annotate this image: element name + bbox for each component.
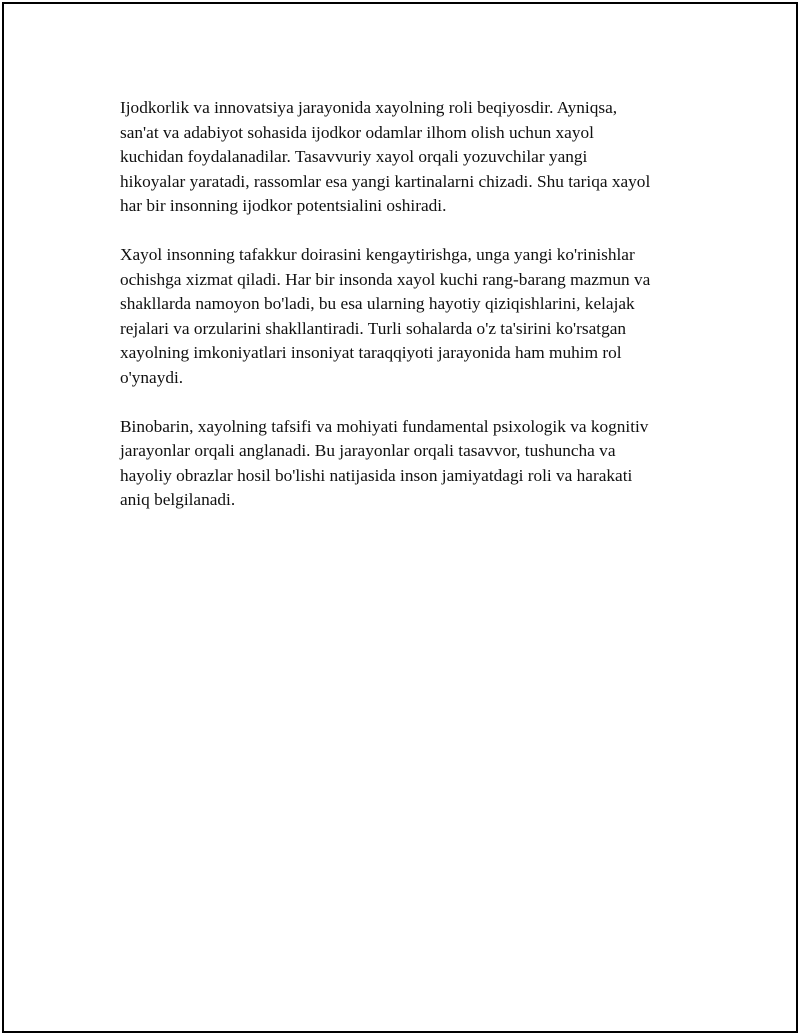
- text-line: aniq belgilanadi.: [120, 490, 236, 509]
- text-line: jarayonlar orqali anglanadi. Bu jarayonlar orqali tasavvor, tushuncha va: [120, 441, 616, 460]
- text-line: Ijodkorlik va innovatsiya jarayonida xayolning roli beqiyosdir. Ayniqsa,: [120, 98, 618, 117]
- text-line: Binobarin, xayolning tafsifi va mohiyati fundamental psixologik va kognitiv: [120, 416, 649, 436]
- document-body: [120, 96, 700, 537]
- text-line: hikoyalar yaratadi, rassomlar esa yangi kartinalarni chizadi. Shu tariqa xayol: [120, 171, 651, 191]
- text-line: rejalari va orzularini shakllantiradi. Turli sohalarda o'z ta'sirini ko'rsatgan: [120, 318, 627, 338]
- text-line: ochishga xizmat qiladi. Har bir insonda xayol kuchi rang-barang mazmun va: [120, 269, 651, 289]
- text-line: har bir insonning ijodkor potentsialini oshiradi.: [120, 196, 447, 215]
- text-line: o'ynaydi.: [120, 367, 184, 387]
- text-line: xayolning imkoniyatlari insoniyat taraqqiyoti jarayonida ham muhim rol: [120, 343, 622, 362]
- text-line: hayoliy obrazlar hosil bo'lishi natijasida inson jamiyatdagi roli va harakati: [120, 465, 633, 485]
- text-line: shakllarda namoyon bo'ladi, bu esa ularning hayotiy qiziqishlarini, kelajak: [120, 294, 635, 313]
- text-line: san'at va adabiyot sohasida ijodkor odamlar ilhom olish uchun xayol: [120, 122, 594, 142]
- paragraph-1: [120, 96, 700, 219]
- paragraph-2: [120, 243, 700, 390]
- text-line: Xayol insonning tafakkur doirasini kengaytirishga, unga yangi ko'rinishlar: [120, 245, 635, 264]
- paragraph-3: [120, 415, 700, 513]
- document-page: [2, 2, 798, 1033]
- text-line: kuchidan foydalanadilar. Tasavvuriy xayol orqali yozuvchilar yangi: [120, 147, 588, 166]
